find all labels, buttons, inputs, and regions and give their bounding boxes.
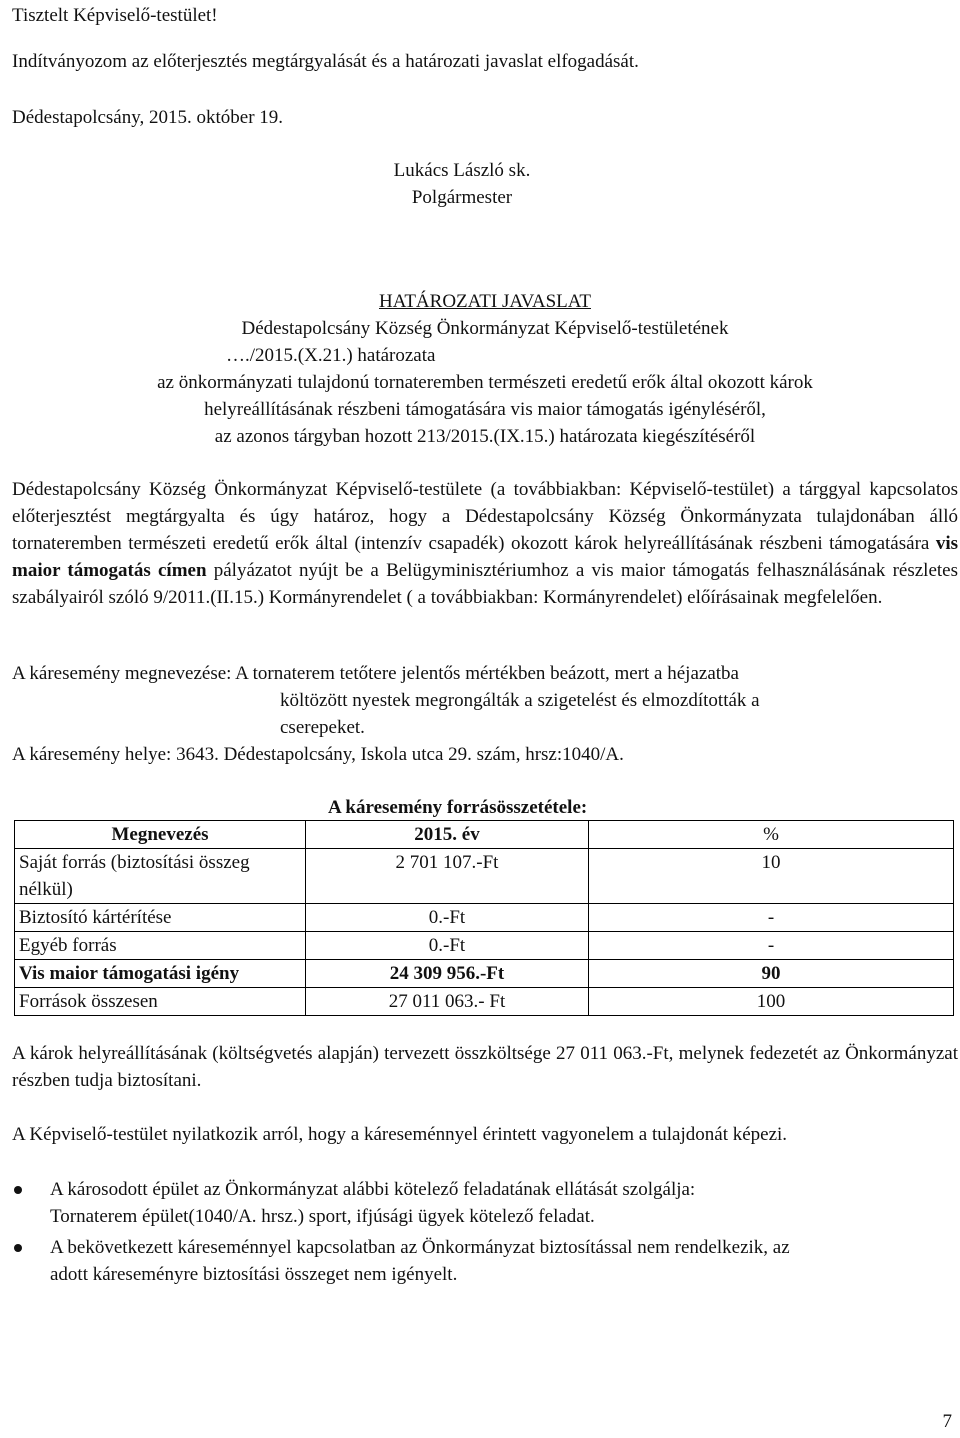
row-name: Egyéb forrás: [15, 932, 306, 960]
funding-table: [14, 820, 954, 1016]
event-line-2: költözött nyestek megrongálták a szigetelést és elmozdították a: [280, 690, 760, 711]
event-location: A káresemény helye: 3643. Dédestapolcsány, Iskola utca 29. szám, hrsz:1040/A.: [12, 744, 624, 765]
list-item-line-2: Tornaterem épület(1040/A. hrsz.) sport, ifjúsági ügyek kötelező feladat.: [50, 1206, 595, 1227]
list-item: [12, 1234, 958, 1288]
resolution-line-1: Dédestapolcsány Község Önkormányzat Képviselő-testületének: [241, 318, 729, 339]
main-paragraph-part-1: Dédestapolcsány Község Önkormányzat Képviselő-testülete (a továbbiakban: Képviselő-testület) a tárggyal kapcsolatos előterjesztést megtárgyalta és úgy határoz, hogy a Dédestapolcsány Község Önkormányzata tulajdonában álló tornateremben természeti eredetű erők által (intenzív csapadék) okozott károk helyreállításának részbeni támogatására: [12, 479, 958, 554]
event-line-1: A tornaterem tetőtere jelentős mértékben beázott, mert a héjazatba: [235, 663, 739, 684]
event-description: [12, 660, 958, 687]
signer-name: Lukács László sk.: [393, 160, 531, 181]
header-year: 2015. év: [306, 821, 589, 849]
bullet-list: [12, 1176, 958, 1292]
row-percent: 90: [589, 960, 954, 988]
header-name: Megnevezés: [15, 821, 306, 849]
table-row: [15, 932, 954, 960]
place-date: Dédestapolcsány, 2015. október 19.: [12, 107, 284, 128]
resolution-heading: HATÁROZATI JAVASLAT: [378, 291, 591, 312]
list-item: [12, 1176, 958, 1230]
row-amount: 2 701 107.-Ft: [306, 849, 589, 904]
main-paragraph-part-2: pályázatot nyújt be a Belügyminisztériumhoz a vis maior támogatás felhasználásának részletes szabályairól szóló 9/2011.(II.15.) Kormányrendelet ( a továbbiakban: Kormányrendelet) előírásainak megfelelően.: [12, 560, 958, 608]
resolution-line-4: helyreállításának részbeni támogatására vis maior támogatás igényléséről,: [204, 399, 766, 420]
row-name: Biztosító kártérítése: [15, 904, 306, 932]
bullet-icon: [14, 1244, 22, 1252]
main-paragraph-bold: vis maior támogatás címen: [12, 533, 958, 581]
event-label: A káresemény megnevezése:: [12, 663, 236, 684]
resolution-line-3: az önkormányzati tulajdonú tornateremben természeti eredetű erők által okozott károk: [157, 372, 813, 393]
salutation: Tisztelt Képviselő-testület!: [12, 5, 218, 26]
declaration: A Képviselő-testület nyilatkozik arról, hogy a káreseménnyel érintett vagyonelem a tulajdonát képezi.: [12, 1124, 788, 1145]
row-percent: -: [589, 904, 954, 932]
table-row: [15, 849, 954, 904]
table-header-row: [15, 821, 954, 849]
row-percent: -: [589, 932, 954, 960]
row-amount: 0.-Ft: [306, 904, 589, 932]
cost-paragraph: A károk helyreállításának (költségvetés alapján) tervezett összköltsége 27 011 063.-Ft, melynek fedezetét az Önkormányzat részben tudja biztosítani.: [12, 1043, 958, 1091]
row-amount: 0.-Ft: [306, 932, 589, 960]
header-percent: %: [589, 821, 954, 849]
row-name: Források összesen: [15, 988, 306, 1016]
list-item-line-2: adott káreseményre biztosítási összeget nem igényelt.: [50, 1264, 458, 1285]
resolution-line-2: …./2015.(X.21.) határozata: [226, 345, 436, 366]
row-amount: 24 309 956.-Ft: [306, 960, 589, 988]
table-title: A káresemény forrásösszetétele:: [328, 797, 588, 818]
list-item-line-1: A bekövetkezett káreseménnyel kapcsolatban az Önkormányzat biztosítással nem rendelkezik, az: [50, 1237, 790, 1258]
main-paragraph: [12, 476, 958, 611]
row-percent: 10: [589, 849, 954, 904]
row-name: Vis maior támogatási igény: [15, 960, 306, 988]
table-row: [15, 988, 954, 1016]
list-item-line-1: A károsodott épület az Önkormányzat alábbi kötelező feladatának ellátását szolgálja:: [50, 1179, 696, 1200]
signer-role: Polgármester: [411, 187, 513, 208]
table-row: [15, 904, 954, 932]
row-name: Saját forrás (biztosítási összeg nélkül): [15, 849, 306, 904]
bullet-icon: [14, 1186, 22, 1194]
row-amount: 27 011 063.- Ft: [306, 988, 589, 1016]
resolution-line-5: az azonos tárgyban hozott 213/2015.(IX.15.) határozata kiegészítéséről: [214, 426, 756, 447]
table-row: [15, 960, 954, 988]
event-line-3: cserepeket.: [280, 717, 365, 738]
motion-text: Indítványozom az előterjesztés megtárgyalását és a határozati javaslat elfogadását.: [12, 51, 639, 72]
row-percent: 100: [589, 988, 954, 1016]
page-number: 7: [942, 1411, 952, 1432]
